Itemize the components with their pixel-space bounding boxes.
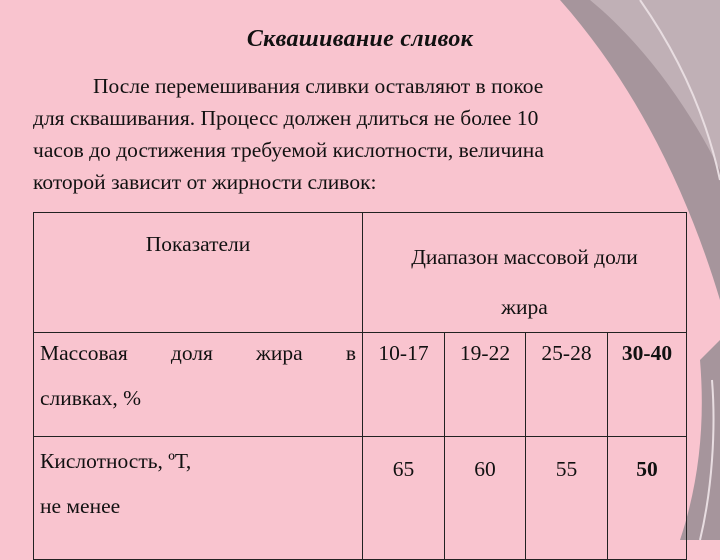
label-word: в — [345, 341, 356, 365]
acidity-value-3: 55 — [526, 437, 608, 560]
table-row — [34, 437, 687, 560]
label-word: доля — [170, 341, 213, 365]
fat-value-3: 25-28 — [526, 333, 608, 437]
table-header-row — [34, 213, 687, 333]
fat-value-2: 19-22 — [445, 333, 526, 437]
row-label-acidity — [34, 437, 363, 560]
acidity-value-4: 50 — [608, 437, 687, 560]
label-word: жира — [256, 341, 303, 365]
header-fat-range-line-1: Диапазон массовой доли — [411, 245, 638, 269]
acidity-value-1: 65 — [363, 437, 445, 560]
row-label-fat — [34, 333, 363, 437]
intro-line-4: которой зависит от жирности сливок: — [33, 170, 377, 194]
table-row — [34, 333, 687, 437]
row-label-acidity-line-2: не менее — [40, 494, 121, 518]
label-word: Массовая — [40, 341, 128, 365]
intro-line-3: часов до достижения требуемой кислотности, величина — [33, 138, 544, 162]
intro-line-1: После перемешивания сливки оставляют в покое — [93, 74, 544, 98]
header-indicators — [34, 213, 363, 333]
slide-title: Сквашивание сливок — [246, 26, 474, 52]
row-label-fat-line-1 — [34, 333, 362, 366]
row-label-fat-line-2: сливках, % — [40, 386, 142, 410]
fat-value-1: 10-17 — [363, 333, 445, 437]
fat-acidity-table — [33, 212, 687, 560]
header-indicators-label: Показатели — [145, 232, 251, 256]
intro-paragraph — [33, 70, 693, 198]
header-fat-range — [363, 213, 687, 333]
acidity-value-2: 60 — [445, 437, 526, 560]
intro-line-2: для сквашивания. Процесс должен длиться не более 10 — [33, 106, 539, 130]
fat-value-4: 30-40 — [608, 333, 687, 437]
header-fat-range-line-2: жира — [501, 295, 548, 319]
row-label-acidity-line-1: Кислотность, ºТ, — [40, 449, 192, 473]
